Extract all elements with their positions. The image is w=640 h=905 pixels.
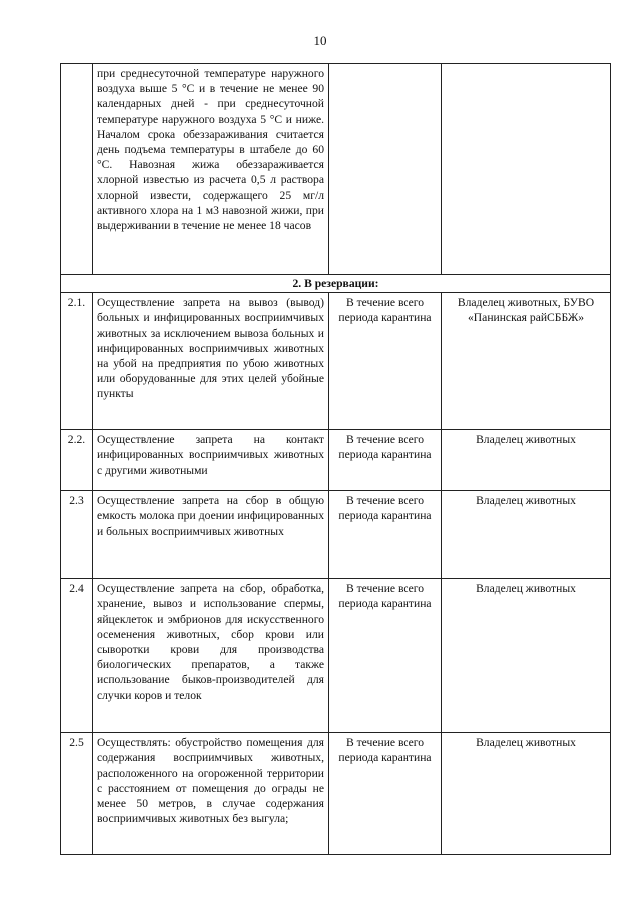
row-number: 2.2. [61,430,93,491]
responsible-text: Владелец животных [442,579,611,733]
table-row [61,64,611,275]
period-text: В течение всего периода карантина [329,733,442,855]
section-title: 2. В резервации: [61,275,611,293]
page-number: 10 [313,33,327,48]
row-number [61,64,93,275]
measure-text: Осуществлять: обустройство помещения для содержания восприимчивых животных, расположенного на огороженной территории с расстоянием от помещения до ограды не менее 50 метров, в случае содержания восприимчивых животных без выгула; [93,733,329,855]
responsible-text: Владелец животных [442,491,611,579]
responsible-text: Владелец животных, БУВО «Панинская райСББЖ» [442,293,611,430]
table-row [61,293,611,430]
table-row [61,430,611,491]
responsible-text [442,64,611,275]
period-text: В течение всего периода карантина [329,491,442,579]
row-number: 2.5 [61,733,93,855]
table-row [61,733,611,855]
period-text: В течение всего периода карантина [329,293,442,430]
period-text: В течение всего периода карантина [329,430,442,491]
period-text [329,64,442,275]
measure-text: при среднесуточной температуре наружного воздуха выше 5 °С и в течение не менее 90 календарных дней - при среднесуточной температуре наружного воздуха 5 °С и ниже. Началом срока обеззараживания считается день подъема температуры в штабеле до 60 °С. Навозная жижа обеззараживается хлорной известью из расчета 0,5 л раствора хлорной извести, содержащего 25 мг/л активного хлора на 1 м3 навозной жижи, при выдерживании в течение не менее 18 часов [93,64,329,275]
measure-text: Осуществление запрета на сбор в общую емкость молока при доении инфицированных и больных восприимчивых животных [93,491,329,579]
row-number: 2.1. [61,293,93,430]
period-text: В течение всего периода карантина [329,579,442,733]
row-number: 2.4 [61,579,93,733]
responsible-text: Владелец животных [442,733,611,855]
measure-text: Осуществление запрета на контакт инфицированных восприимчивых животных с другими животными [93,430,329,491]
quarantine-measures-table [60,63,611,855]
row-number: 2.3 [61,491,93,579]
measure-text: Осуществление запрета на вывоз (вывод) больных и инфицированных восприимчивых животных за исключением вывоза больных и инфицированных восприимчивых животных на убой на предприятия по убою животных или оборудованные для этих целей убойные пункты [93,293,329,430]
section-header-row [61,275,611,293]
table-row [61,491,611,579]
measure-text: Осуществление запрета на сбор, обработка, хранение, вывоз и использование спермы, яйцеклеток и эмбрионов для искусственного осеменения животных, сбор крови или сыворотки крови для производства биологических препаратов, а также использование быков-производителей для случки коров и телок [93,579,329,733]
responsible-text: Владелец животных [442,430,611,491]
table-row [61,579,611,733]
